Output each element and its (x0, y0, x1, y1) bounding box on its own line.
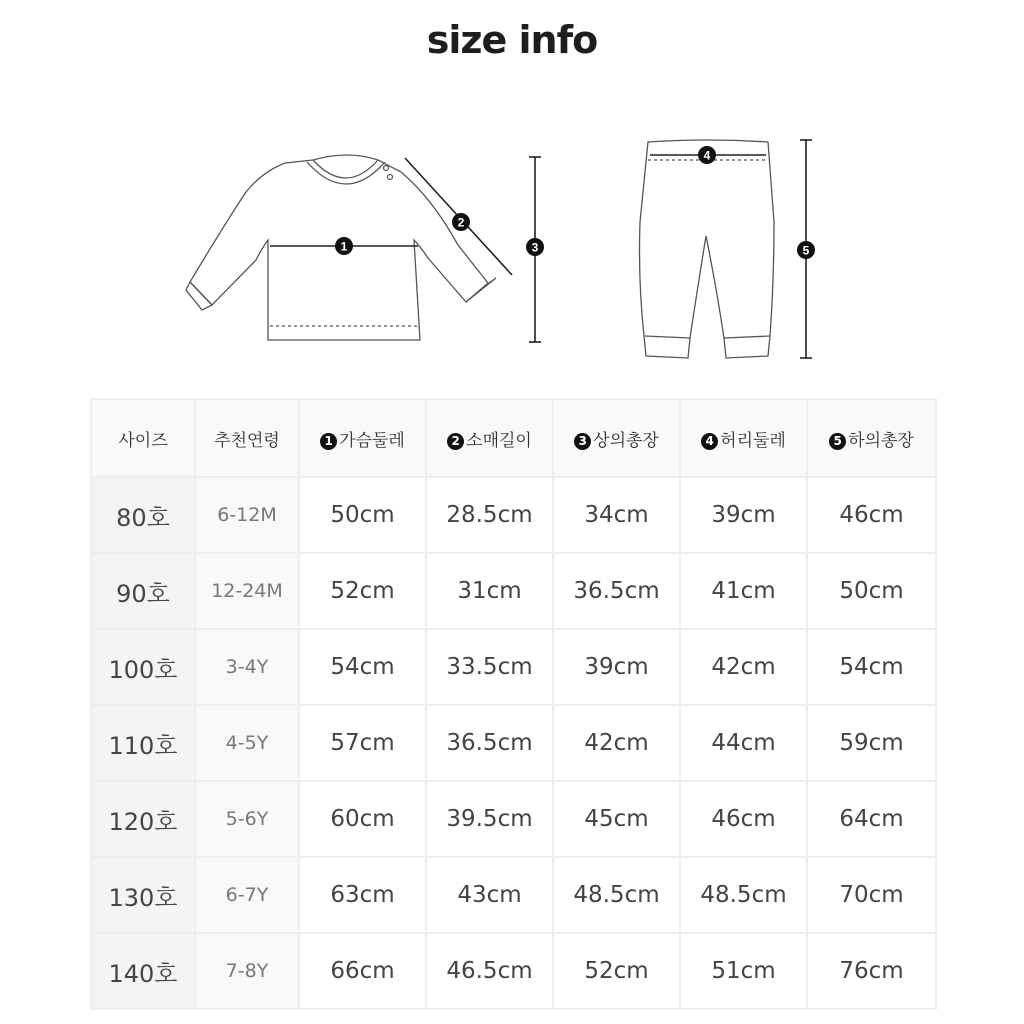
top-length-cell: 39cm (553, 629, 680, 705)
waist-cell: 51cm (680, 933, 807, 1009)
sleeve-cell: 28.5cm (426, 477, 553, 553)
table-row (91, 477, 936, 553)
top-length-cell: 52cm (553, 933, 680, 1009)
age-cell: 5-6Y (195, 781, 299, 857)
marker-5-icon (797, 241, 815, 259)
size-cell: 90호 (91, 553, 195, 629)
pants-length-cell: 76cm (807, 933, 936, 1009)
size-cell: 80호 (91, 477, 195, 553)
sleeve-cell: 36.5cm (426, 705, 553, 781)
age-cell: 7-8Y (195, 933, 299, 1009)
svg-text:3: 3 (531, 240, 539, 255)
top-length-cell: 34cm (553, 477, 680, 553)
table-header-row (91, 399, 936, 477)
sleeve-cell: 33.5cm (426, 629, 553, 705)
marker-1-icon (335, 237, 353, 255)
table-row (91, 705, 936, 781)
pants-garment-drawing (640, 140, 775, 358)
chest-cell: 57cm (299, 705, 426, 781)
svg-text:1: 1 (340, 239, 348, 254)
marker-3-icon (526, 238, 544, 256)
pants-length-cell: 64cm (807, 781, 936, 857)
waist-cell: 41cm (680, 553, 807, 629)
top-button-icon (384, 166, 393, 180)
age-cell: 6-7Y (195, 857, 299, 933)
header-top-length: 3 상의총장 (553, 399, 680, 477)
chest-cell: 50cm (299, 477, 426, 553)
table-row (91, 857, 936, 933)
header-waist: 4 허리둘레 (680, 399, 807, 477)
size-cell: 100호 (91, 629, 195, 705)
sleeve-cell: 39.5cm (426, 781, 553, 857)
header-size: 사이즈 (91, 399, 195, 477)
page-title: size info (426, 18, 598, 62)
table-row (91, 781, 936, 857)
svg-text:2: 2 (457, 215, 465, 230)
sleeve-cell: 43cm (426, 857, 553, 933)
header-sleeve: 2 소매길이 (426, 399, 553, 477)
number-4-icon: 4 (701, 433, 718, 450)
header-age: 추천연령 (195, 399, 299, 477)
table-row (91, 553, 936, 629)
top-length-cell: 36.5cm (553, 553, 680, 629)
waist-cell: 39cm (680, 477, 807, 553)
number-1-icon: 1 (320, 433, 337, 450)
table-row (91, 933, 936, 1009)
age-cell: 4-5Y (195, 705, 299, 781)
size-cell: 120호 (91, 781, 195, 857)
sleeve-cell: 46.5cm (426, 933, 553, 1009)
age-cell: 12-24M (195, 553, 299, 629)
age-cell: 6-12M (195, 477, 299, 553)
chest-cell: 63cm (299, 857, 426, 933)
size-cell: 140호 (91, 933, 195, 1009)
waist-cell: 46cm (680, 781, 807, 857)
size-table (90, 398, 937, 1010)
header-chest: 1 가슴둘레 (299, 399, 426, 477)
chest-cell: 54cm (299, 629, 426, 705)
pants-length-cell: 50cm (807, 553, 936, 629)
chest-cell: 66cm (299, 933, 426, 1009)
age-cell: 3-4Y (195, 629, 299, 705)
svg-text:5: 5 (802, 243, 810, 258)
size-cell: 130호 (91, 857, 195, 933)
waist-cell: 44cm (680, 705, 807, 781)
top-length-cell: 42cm (553, 705, 680, 781)
number-5-icon: 5 (829, 433, 846, 450)
top-length-cell: 45cm (553, 781, 680, 857)
number-3-icon: 3 (574, 433, 591, 450)
chest-cell: 60cm (299, 781, 426, 857)
pants-length-cell: 70cm (807, 857, 936, 933)
marker-2-icon (452, 213, 470, 231)
top-length-cell: 48.5cm (553, 857, 680, 933)
svg-text:4: 4 (703, 148, 711, 163)
garment-illustration (0, 0, 1024, 400)
pants-length-cell: 54cm (807, 629, 936, 705)
table-row (91, 629, 936, 705)
sleeve-cell: 31cm (426, 553, 553, 629)
header-pants-length: 5 하의총장 (807, 399, 936, 477)
chest-cell: 52cm (299, 553, 426, 629)
pants-length-cell: 46cm (807, 477, 936, 553)
waist-cell: 48.5cm (680, 857, 807, 933)
pants-length-cell: 59cm (807, 705, 936, 781)
marker-4-icon (698, 146, 716, 164)
size-cell: 110호 (91, 705, 195, 781)
waist-cell: 42cm (680, 629, 807, 705)
number-2-icon: 2 (447, 433, 464, 450)
